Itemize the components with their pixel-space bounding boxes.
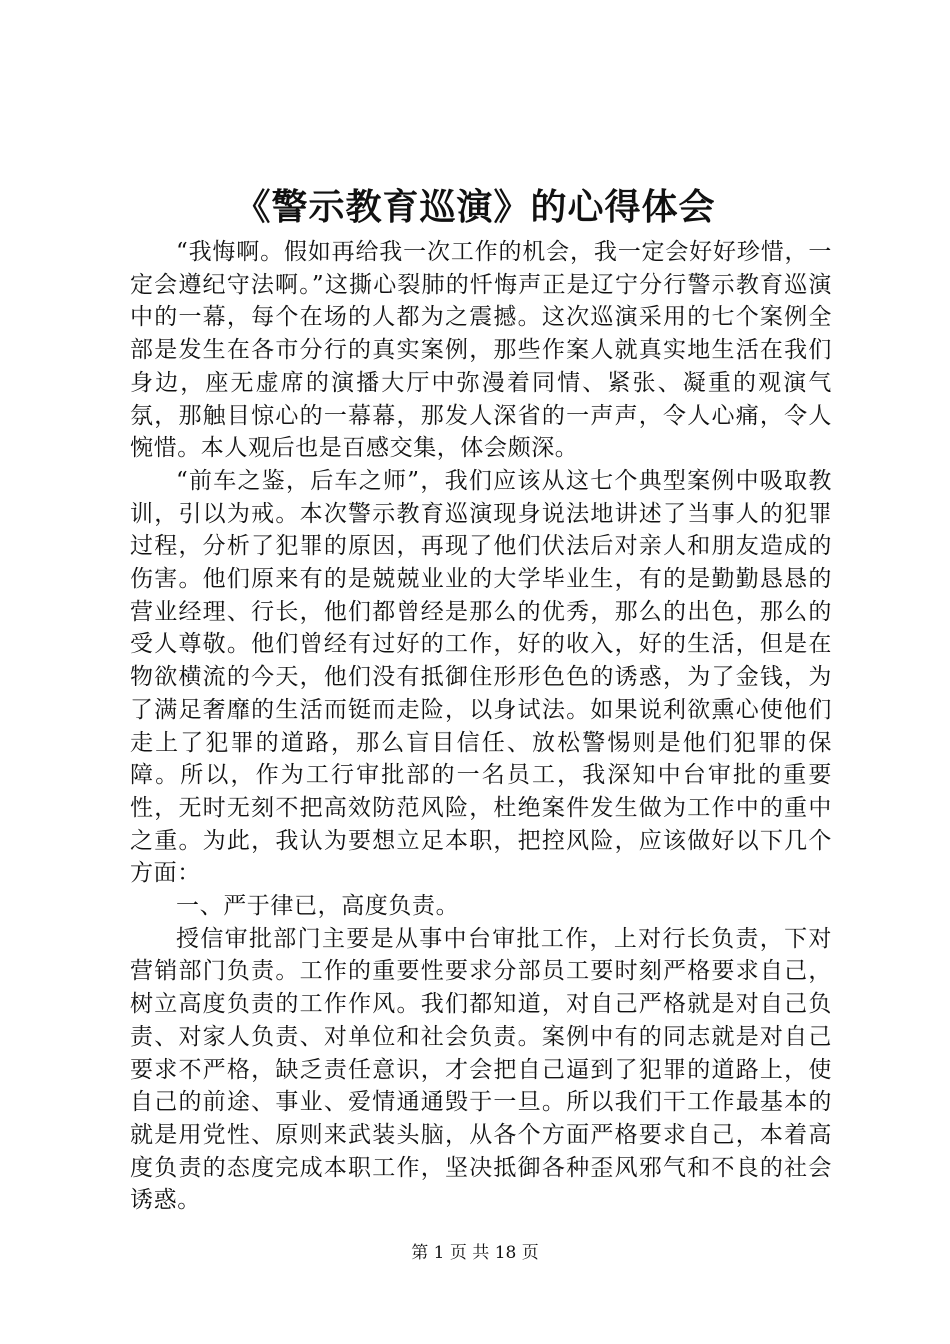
section-heading: 一、严于律已，高度负责。 xyxy=(176,893,460,920)
paragraph-3: 授信审批部门主要是从事中台审批工作，上对行长负责，下对营销部门负责。工作的重要性要求分部员工要时刻严格要求自己，树立高度负责的工作作风。我们都知道，对自己严格就是对自己负责、对家人负责、对单位和社会负责。案例中有的同志就是对自己要求不严格，缺乏责任意识，才会把自己逼到了犯罪的道路上，使自己的前途、事业、爱情通通毁于一旦。所以我们干工作最基本的就是用党性、原则来武装头脑，从各个方面严格要求自己，本着高度负责的态度完成本职工作，坚决抵御各种歪风邪气和不良的社会诱惑。 xyxy=(130,925,832,1214)
paragraph-1: “我悔啊。假如再给我一次工作的机会，我一定会好好珍惜，一定会遵纪守法啊。”这撕心裂肺的忏悔声正是辽宁分行警示教育巡演中的一幕，每个在场的人都为之震撼。这次巡演采用的七个案例全部是发生在各市分行的真实案例，那些作案人就真实地生活在我们身边，座无虚席的演播大厅中弥漫着同情、紧张、凝重的观演气氛，那触目惊心的一幕幕，那发人深省的一声声，令人心痛，令人惋惜。本人观后也是百感交集，体会颇深。 xyxy=(130,239,832,462)
paragraph-2: “前车之鉴，后车之师”，我们应该从这七个典型案例中吸取教训，引以为戒。本次警示教育巡演现身说法地讲述了当事人的犯罪过程，分析了犯罪的原因，再现了他们伏法后对亲人和朋友造成的伤害。他们原来有的是兢兢业业的大学毕业生，有的是勤勤恳恳的营业经理、行长，他们都曾经是那么的优秀，那么的出色，那么的受人尊敬。他们曾经有过好的工作，好的收入，好的生活，但是在物欲横流的今天，他们没有抵御住形形色色的诱惑，为了金钱，为了满足奢靡的生活而铤而走险，以身试法。如果说利欲熏心使他们走上了犯罪的道路，那么盲目信任、放松警惕则是他们犯罪的保障。所以，作为工行审批部的一名员工，我深知中台审批的重要性，无时无刻不把高效防范风险，杜绝案件发生做为工作中的重中之重。为此，我认为要想立足本职，把控风险，应该做好以下几个方面： xyxy=(130,467,832,887)
document-body xyxy=(130,236,832,1217)
document-title: 《警示教育巡演》的心得体会 xyxy=(234,186,716,228)
page-number-footer: 第 1 页 共 18 页 xyxy=(411,1243,539,1263)
